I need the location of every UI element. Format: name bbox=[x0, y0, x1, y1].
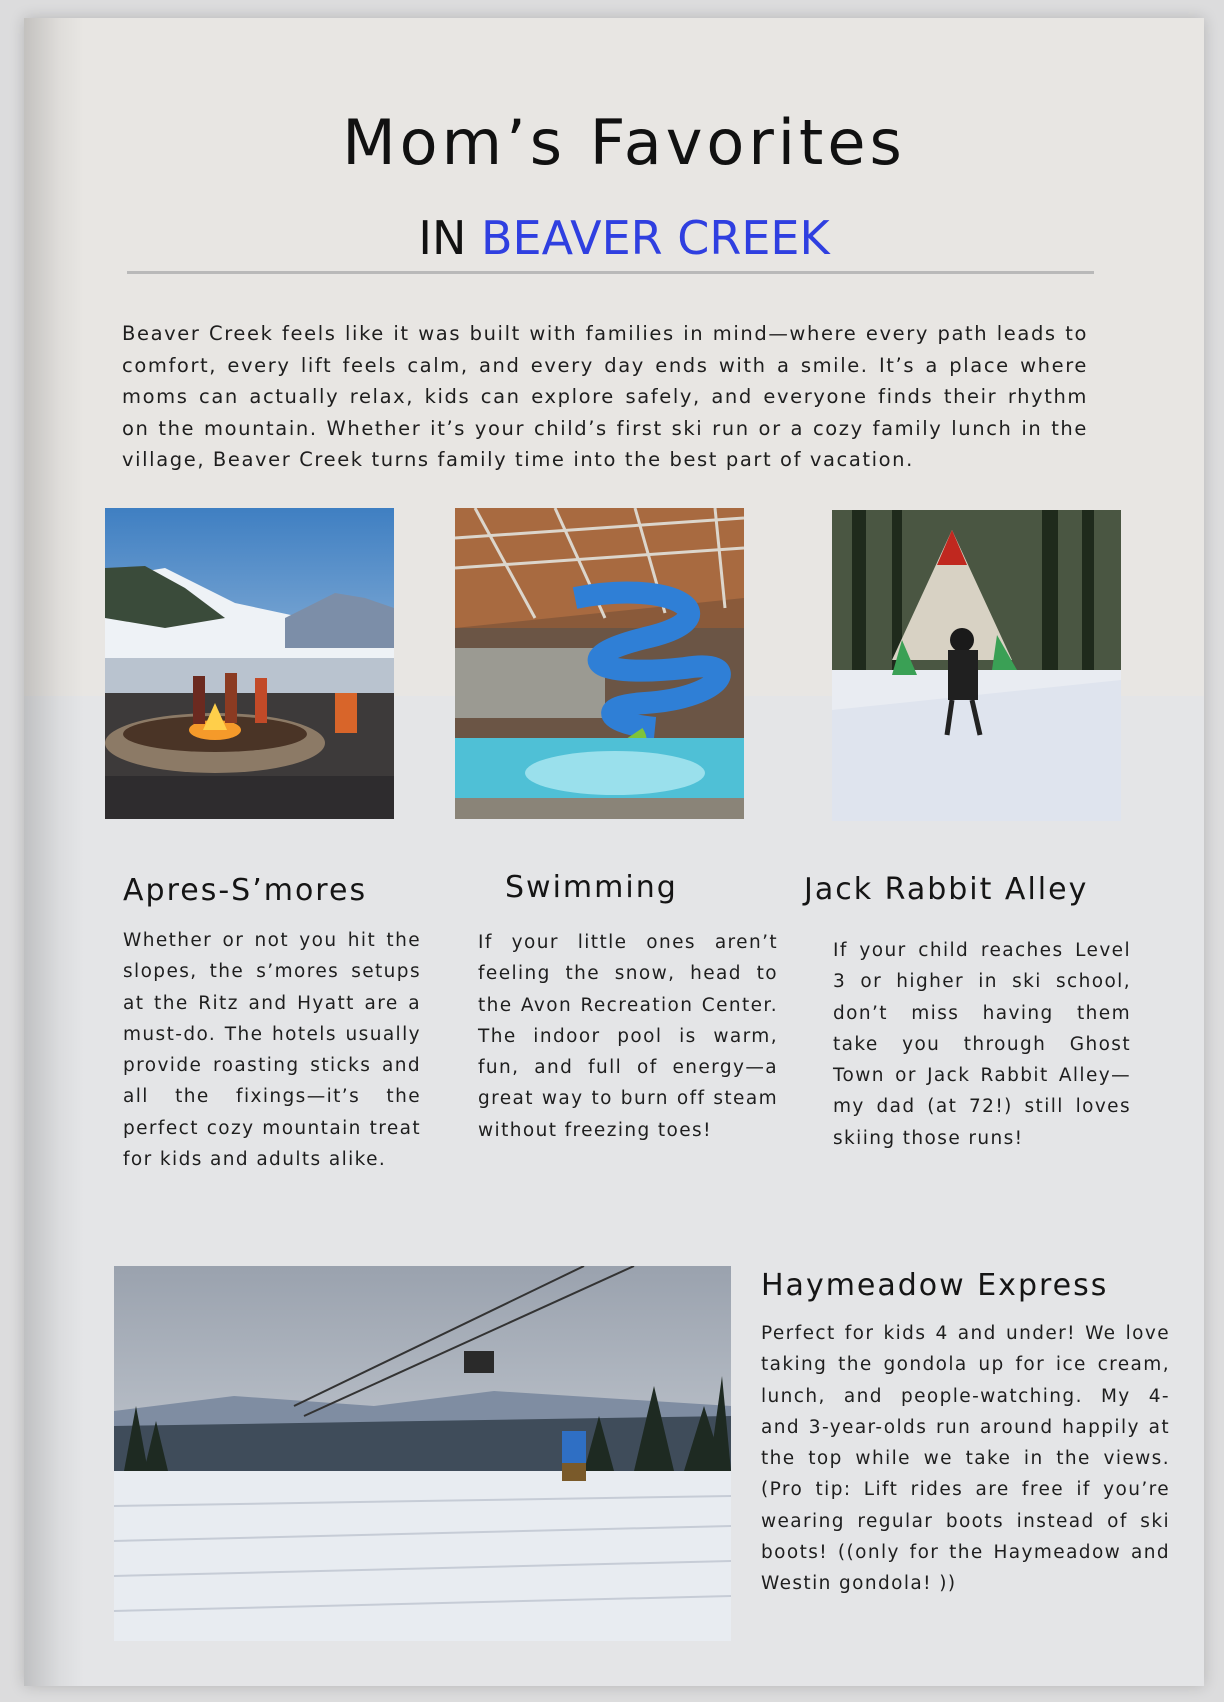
section-title-haymeadow-express: Haymeadow Express bbox=[761, 1268, 1109, 1303]
page-spine-shadow bbox=[24, 18, 84, 1686]
title-divider bbox=[127, 271, 1094, 274]
section-title-apres-smores: Apres-S’mores bbox=[123, 873, 368, 908]
swimming-pool-photo bbox=[455, 508, 744, 819]
section-body-apres-smores: Whether or not you hit the slopes, the s’mores setups at the Ritz and Hyatt are a must-do. The hotels usually provide roasting sticks and all the fixings—it’s the perfect cozy mountain treat for kids and adults alike. bbox=[123, 930, 421, 1171]
page-subtitle bbox=[24, 208, 1204, 268]
smores-firepit-photo bbox=[105, 508, 394, 819]
section-body-haymeadow-express: Perfect for kids 4 and under! We love taking the gondola up for ice cream, lunch, and people-watching. My 4- and 3-year-olds run around happily at the top while we take in the views. (Pro tip: Lift rides are free if you’re wearing regular boots instead of ski boots! ((only for the Haymeadow and Westin gondola! )) bbox=[761, 1323, 1170, 1595]
section-body-swimming: If your little ones aren’t feeling the snow, head to the Avon Recreation Center. The indoor pool is warm, fun, and full of energy—a great way to burn off steam without freezing toes! bbox=[478, 932, 778, 1141]
jack-rabbit-alley-photo bbox=[832, 510, 1121, 821]
subtitle-location: BEAVER CREEK bbox=[480, 211, 830, 265]
page-title: Mom’s Favorites bbox=[342, 106, 906, 179]
section-title-swimming: Swimming bbox=[505, 870, 678, 905]
section-title-jack-rabbit-alley: Jack Rabbit Alley bbox=[804, 872, 1089, 907]
intro-paragraph: Beaver Creek feels like it was built with families in mind—where every path leads to comfort, every lift feels calm, and every day ends with a smile. It’s a place where moms can actually relax, kids can explore safely, and everyone finds their rhythm on the mountain. Whether it’s your child’s first ski run or a cozy family lunch in the village, Beaver Creek turns family time into the best part of vacation. bbox=[122, 322, 1088, 471]
section-body-jack-rabbit-alley: If your child reaches Level 3 or higher in ski school, don’t miss having them take you through Ghost Town or Jack Rabbit Alley—my dad (at 72!) still loves skiing those runs! bbox=[833, 940, 1131, 1149]
magazine-page bbox=[24, 18, 1204, 1686]
haymeadow-express-photo bbox=[114, 1266, 731, 1641]
subtitle-prefix: IN bbox=[418, 211, 467, 265]
